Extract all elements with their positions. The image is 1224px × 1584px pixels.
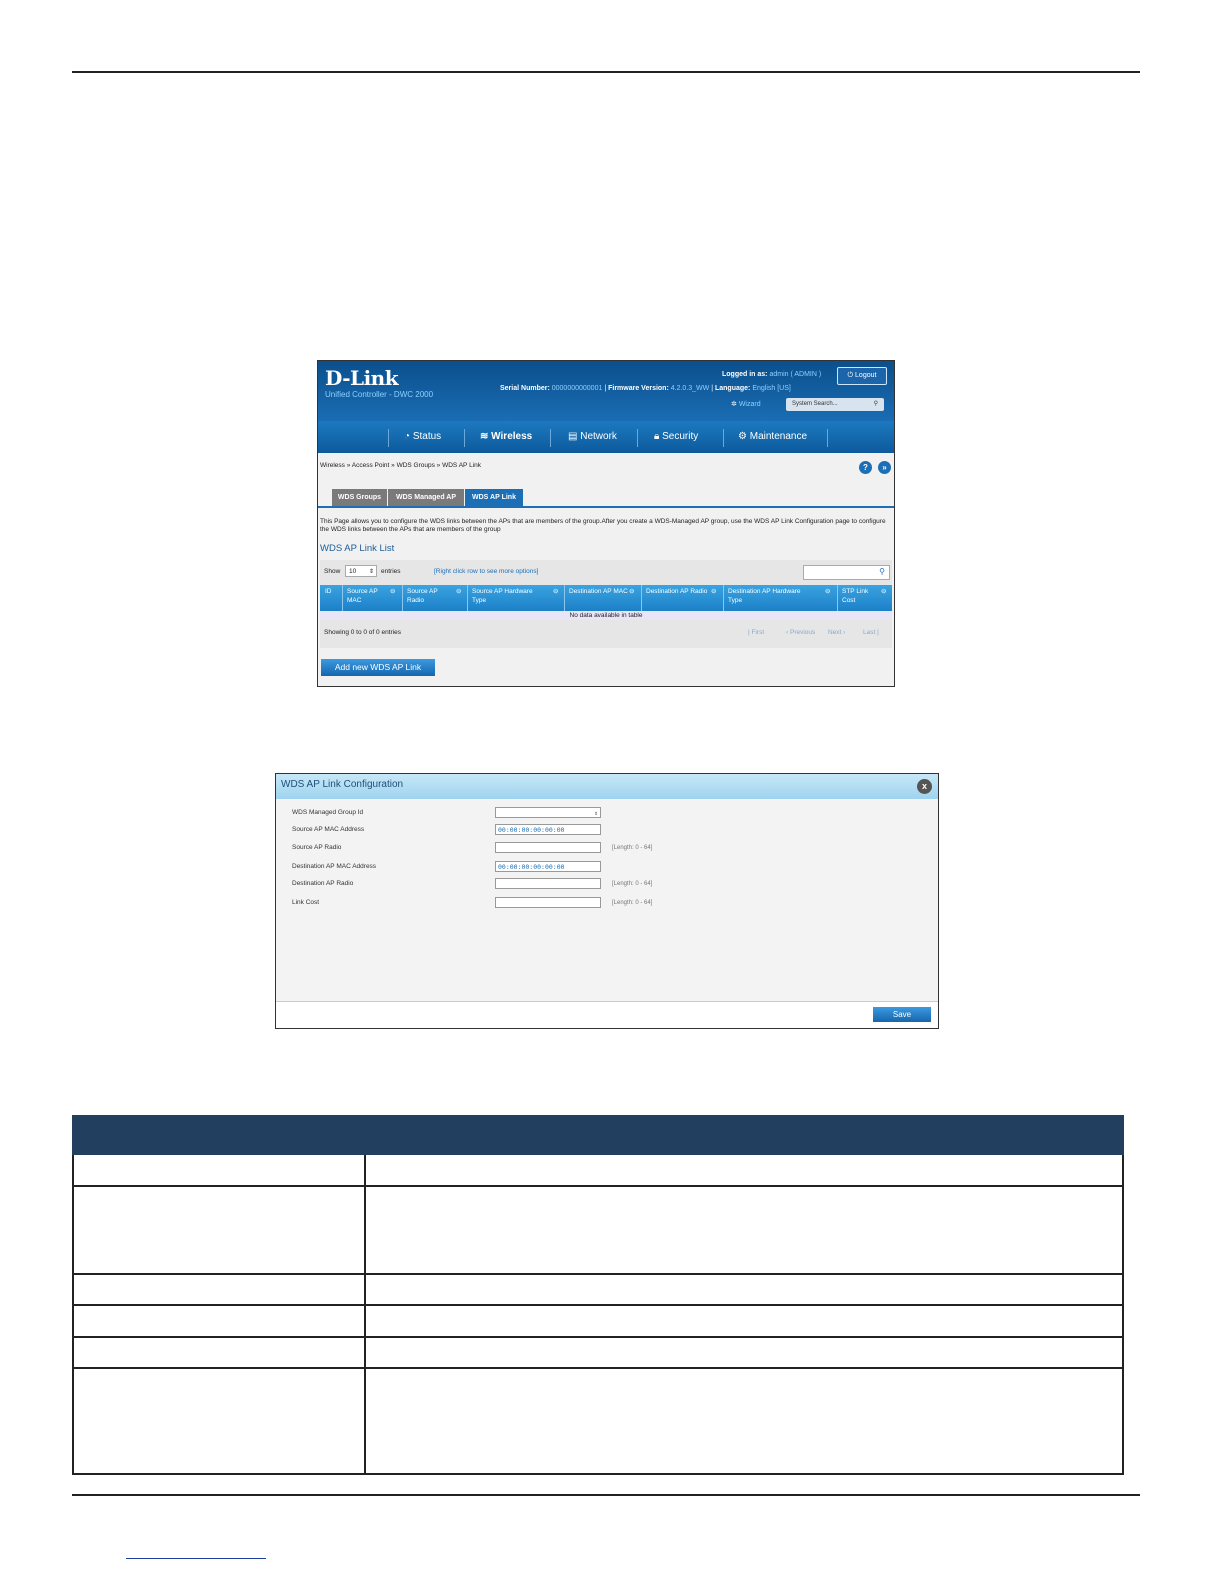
table-cell — [73, 1186, 365, 1274]
pager-last-label: Last — [863, 629, 876, 636]
language-label: Language: — [714, 385, 751, 392]
pager-first-label: First — [751, 629, 765, 636]
add-wds-ap-link-button[interactable]: Add new WDS AP Link — [321, 659, 435, 676]
footer-link-underline[interactable] — [126, 1558, 266, 1559]
column-separator — [641, 585, 642, 611]
tab-wds-groups[interactable]: WDS Groups — [332, 489, 387, 506]
header-cell — [365, 1116, 1123, 1154]
tab-wds-managed-ap[interactable]: WDS Managed AP — [388, 489, 464, 506]
settings-table — [72, 1115, 1124, 1475]
field-label: Destination AP MAC Address — [292, 863, 377, 870]
table-cell — [73, 1368, 365, 1474]
nav-maintenance[interactable] — [738, 421, 807, 453]
source-mac-input[interactable]: 00:00:00:00:00:00 — [495, 824, 601, 835]
header-rule — [72, 71, 1140, 73]
wizard-link[interactable] — [731, 400, 761, 408]
list-title: WDS AP Link List — [320, 543, 395, 554]
table-row — [73, 1154, 1123, 1186]
entries-value: 10 — [349, 568, 357, 575]
field-label: WDS Managed Group Id — [292, 809, 364, 816]
info-separator: | — [604, 385, 609, 392]
sort-icon[interactable]: ⊖ — [456, 588, 462, 595]
wds-ap-link-config-screenshot — [275, 773, 939, 1029]
nav-separator — [388, 429, 389, 447]
serial-label: Serial Number: — [500, 385, 550, 392]
nav-status[interactable] — [404, 421, 441, 453]
nav-maintenance-label: Maintenance — [749, 431, 808, 442]
sort-icon[interactable]: ⊖ — [629, 588, 635, 595]
pager-previous-label: Previous — [789, 629, 816, 636]
table-header-row — [73, 1116, 1123, 1154]
table-cell — [73, 1154, 365, 1186]
nav-network[interactable] — [568, 421, 617, 453]
forward-icon[interactable]: » — [878, 461, 891, 474]
power-icon: ⏻ — [847, 372, 854, 379]
gauge-icon: ◔ — [404, 431, 411, 442]
sort-icon[interactable]: ⊖ — [711, 588, 717, 595]
destination-mac-input[interactable]: 00:00:00:00:00:00 — [495, 861, 601, 872]
logged-in-label: Logged in as: — [722, 371, 768, 378]
logged-in-user: admin ( ADMIN ) — [769, 371, 822, 378]
app-header — [318, 361, 894, 421]
search-icon: ⚲ — [879, 567, 885, 576]
nav-separator — [637, 429, 638, 447]
field-label: Destination AP Radio — [292, 880, 354, 887]
destination-radio-input[interactable] — [495, 878, 601, 889]
column-separator — [467, 585, 468, 611]
table-cell — [365, 1154, 1123, 1186]
table-row — [73, 1186, 1123, 1274]
show-label: Show — [324, 568, 341, 575]
group-id-select[interactable] — [495, 807, 601, 818]
dlink-logo: D-Link — [325, 366, 399, 390]
length-hint: [Length: 0 - 64] — [612, 881, 653, 887]
table-row — [73, 1368, 1123, 1474]
sort-icon[interactable]: ⊖ — [881, 588, 887, 595]
nav-status-label: Status — [412, 431, 442, 442]
table-row — [73, 1337, 1123, 1368]
breadcrumb: Wireless » Access Point » WDS Groups » WDS AP Link — [320, 462, 481, 469]
column-header[interactable]: Destination AP Hardware Type — [728, 588, 801, 604]
page-description: This Page allows you to configure the WDS links between the APs that are members of the group.After you create a WDS-Managed AP group, use the WDS AP Link Configuration page to configure the WDS links between the APs that are members of the group — [320, 518, 886, 533]
tab-underline — [318, 506, 894, 508]
help-icon[interactable]: ? — [859, 461, 872, 474]
pager-last[interactable]: Last | — [863, 629, 879, 636]
search-icon: ⚲ — [873, 401, 878, 407]
device-info — [500, 385, 791, 392]
column-separator — [564, 585, 565, 611]
table-cell — [73, 1337, 365, 1368]
network-icon: ▤ — [568, 431, 578, 442]
source-radio-input[interactable] — [495, 842, 601, 853]
dialog-title-bar — [276, 774, 938, 799]
column-header[interactable]: Source AP Radio — [407, 588, 438, 604]
table-cell — [365, 1186, 1123, 1274]
nav-separator — [464, 429, 465, 447]
serial-value: 0000000000001 — [551, 385, 603, 392]
nav-separator — [827, 429, 828, 447]
field-label: Source AP Radio — [292, 844, 342, 851]
column-header[interactable]: Destination AP Radio — [646, 588, 708, 595]
language-select[interactable]: English [US] — [752, 385, 791, 392]
link-cost-input[interactable] — [495, 897, 601, 908]
logout-button[interactable] — [837, 367, 887, 385]
column-separator — [402, 585, 403, 611]
length-hint: [Length: 0 - 64] — [612, 900, 653, 906]
column-separator — [837, 585, 838, 611]
table-cell — [365, 1337, 1123, 1368]
logout-label: Logout — [855, 372, 877, 379]
footer-rule — [72, 1494, 1140, 1496]
table-row — [73, 1274, 1123, 1305]
search-placeholder: System Search... — [792, 401, 838, 407]
wizard-label: Wizard — [738, 401, 761, 408]
gear-icon: ⚙ — [738, 431, 747, 442]
nav-network-label: Network — [580, 431, 617, 442]
lock-icon: 🔒︎ — [654, 431, 660, 442]
field-label: Source AP MAC Address — [292, 826, 365, 833]
column-header[interactable]: STP Link Cost — [842, 588, 869, 604]
table-row — [73, 1305, 1123, 1337]
firmware-value: 4.2.0.3_WW — [670, 385, 710, 392]
main-nav — [318, 421, 894, 453]
nav-security[interactable] — [654, 421, 698, 453]
entries-label: entries — [381, 568, 401, 575]
nav-wireless-label: Wireless — [491, 431, 533, 442]
sort-icon[interactable]: ⊖ — [553, 588, 559, 595]
nav-separator — [550, 429, 551, 447]
wds-ap-link-list-screenshot — [317, 360, 895, 687]
pager-previous[interactable]: ‹ Previous — [786, 629, 816, 636]
table-cell — [365, 1368, 1123, 1474]
table-cell — [73, 1305, 365, 1337]
entries-select[interactable] — [345, 565, 377, 577]
updown-icon: ⇕ — [594, 810, 598, 817]
wifi-icon: ≋ — [480, 431, 489, 442]
nav-wireless[interactable] — [480, 421, 532, 453]
pager-next-label: Next — [828, 629, 842, 636]
sort-icon[interactable]: ⊖ — [825, 588, 831, 595]
close-icon[interactable]: x — [917, 779, 932, 794]
dialog-footer — [276, 1001, 938, 1029]
firmware-label: Firmware Version: — [608, 385, 669, 392]
right-click-hint: [Right click row to see more options] — [434, 568, 539, 575]
header-cell — [73, 1116, 365, 1154]
field-label: Link Cost — [292, 899, 320, 906]
wand-icon: ✲ — [731, 401, 737, 408]
column-header[interactable]: Destination AP MAC — [569, 588, 628, 595]
length-hint: [Length: 0 - 64] — [612, 845, 653, 851]
logged-in-info — [722, 371, 821, 378]
column-header[interactable]: Source AP Hardware Type — [472, 588, 533, 604]
showing-info: Showing 0 to 0 of 0 entries — [324, 629, 401, 636]
column-separator — [342, 585, 343, 611]
no-data-row: No data available in table — [320, 611, 892, 620]
column-header[interactable]: Source AP MAC — [347, 588, 378, 604]
pager-first[interactable]: | First — [748, 629, 765, 636]
nav-security-label: Security — [662, 431, 699, 442]
save-button[interactable]: Save — [873, 1007, 931, 1022]
table-cell — [73, 1274, 365, 1305]
table-header — [320, 585, 892, 611]
system-search-input[interactable] — [786, 398, 884, 411]
updown-icon: ⇕ — [368, 569, 374, 575]
column-header[interactable]: ID — [325, 588, 332, 595]
nav-separator — [723, 429, 724, 447]
tab-wds-ap-link[interactable]: WDS AP Link — [465, 489, 523, 506]
table-search-input[interactable] — [803, 565, 890, 580]
sort-icon[interactable]: ⊖ — [390, 588, 396, 595]
product-subtitle: Unified Controller - DWC 2000 — [325, 390, 434, 399]
info-separator: | — [711, 385, 715, 392]
table-cell — [365, 1274, 1123, 1305]
table-cell — [365, 1305, 1123, 1337]
pager-next[interactable]: Next › — [828, 629, 846, 636]
dialog-title: WDS AP Link Configuration — [281, 779, 404, 790]
column-separator — [723, 585, 724, 611]
